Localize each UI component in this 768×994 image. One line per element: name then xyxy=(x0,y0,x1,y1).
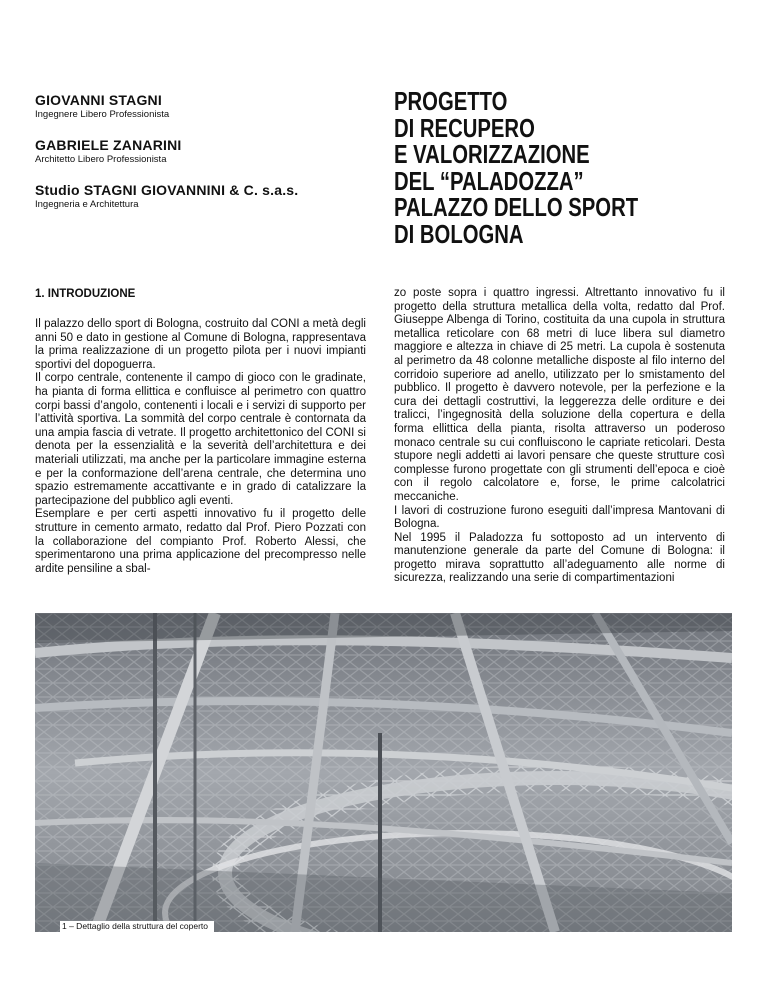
author-1 xyxy=(35,92,365,121)
paragraph: Il palazzo dello sport di Bologna, costruito dal CONI a metà degli anni 50 e dato in gestione al Comune di Bologna, rappresentava la prima realizzazione di un progetto pilota per i nuovi impianti sportivi del dopoguerra. xyxy=(35,318,366,371)
title-line: PALAZZO DELLO SPORT xyxy=(394,192,639,222)
paragraph: Nel 1995 il Paladozza fu sottoposto ad un intervento di manutenzione generale da parte del Comune di Bologna: il progetto mirava soprattutto all’adeguamento alle norme di sicurezza, realizzando una serie di compartimentazioni xyxy=(394,531,725,585)
title-line: DI RECUPERO xyxy=(394,112,535,143)
paragraph: Esemplare e per certi aspetti innovativo fu il progetto delle strutture in cemento armato, redatto dal Prof. Piero Pozzati con la collaborazione del compianto Prof. Roberto Alessi, che sperimentarono una prima applicazione del precompresso nelle ardite pensiline a sbal- xyxy=(35,508,366,575)
author-role: Ingegnere Libero Professionista xyxy=(35,109,170,120)
author-name: GIOVANNI STAGNI xyxy=(35,92,162,108)
author-2 xyxy=(35,137,365,166)
title-line: PROGETTO xyxy=(394,86,508,116)
title-line: E VALORIZZAZIONE xyxy=(394,139,590,169)
author-role: Architetto Libero Professionista xyxy=(35,154,167,165)
author-name: GABRIELE ZANARINI xyxy=(35,137,182,153)
figure-caption: 1 – Dettaglio della struttura del coperto xyxy=(60,921,214,932)
author-name: Studio STAGNI GIOVANNINI & C. s.a.s. xyxy=(35,182,299,198)
title-line: DEL “PALADOZZA” xyxy=(394,165,584,196)
author-block xyxy=(35,92,365,227)
paragraph: I lavori di costruzione furono eseguiti dall’impresa Mantovani di Bologna. xyxy=(394,504,725,531)
section-heading: 1. INTRODUZIONE xyxy=(35,288,136,300)
article-title xyxy=(394,88,659,247)
author-role: Ingegneria e Architettura xyxy=(35,199,139,210)
title-line: DI BOLOGNA xyxy=(394,218,524,249)
paragraph: Il corpo centrale, contenente il campo di gioco con le gradinate, ha pianta di forma ellittica e confluisce al perimetro con quattro corpi bassi d’angolo, contenenti i locali e i servizi di supporto per l’attività sportiva. La sommità del corpo centrale è contornata da una ampia fascia di vetrate. Il progetto architettonico del CONI si denota per la essenzialità e la severità dell’architettura e dei materiali utilizzati, ma anche per la particolare immagine esterna e per la conformazione dell’arena centrale, che determina uno spazio estremamente accattivante e in grado di catalizzare la partecipazione del pubblico agli eventi. xyxy=(35,372,366,507)
roof-structure-illustration xyxy=(35,613,732,932)
author-3 xyxy=(35,182,365,211)
roof-structure-photo xyxy=(35,613,732,932)
text-column-right xyxy=(394,287,725,586)
paragraph: zo poste sopra i quattro ingressi. Altrettanto innovativo fu il progetto della struttura metallica della volta, redatto dal Prof. Giuseppe Albenga di Torino, costituita da una cupola in struttura metallica reticolare con 68 metri di luce libera sul diametro maggiore e altezza in chiave di 25 metri. La cupola è sostenuta al perimetro da 48 colonne metalliche disposte al filo interno del corridoio superiore ad anello, utilizzato per lo smistamento del pubblico. Il progetto è davvero notevole, per la perfezione e la cura dei dettagli costruttivi, la leggerezza delle orditure e dei tralicci, l’ingegnosità della soluzione della copertura e della forma ellittica della pianta, risolta attraverso un poderoso monaco centrale su cui confluiscono le capriate reticolari. Desta stupore negli addetti ai lavori pensare che queste strutture così complesse furono progettate con gli strumenti dell’epoca e cioè con il regolo calcolatore e, forse, le prime calcolatrici meccaniche. xyxy=(394,287,725,503)
text-column-left xyxy=(35,287,366,576)
